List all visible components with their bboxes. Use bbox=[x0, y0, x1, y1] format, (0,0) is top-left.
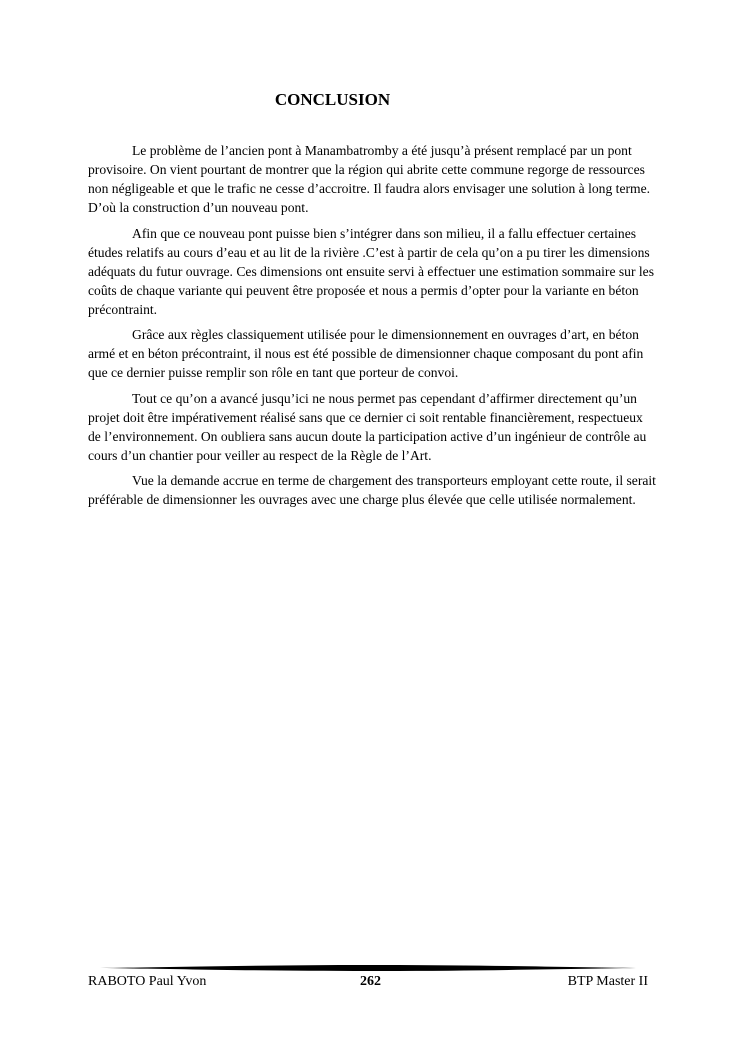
paragraph-2: Afin que ce nouveau pont puisse bien s’intégrer dans son milieu, il a fallu effectuer certaines études relatifs au cours d’eau et au lit de la rivière .C’est à partir de cela qu’on a pu tirer les dimensions adéquats du futur ouvrage. Ces dimensions ont ensuite servi à effectuer une estimation sommaire sur les coûts de chaque variante qui peuvent être proposée et nous a permis d’opter pour la variante en béton précontraint. bbox=[88, 225, 655, 317]
page-title: CONCLUSION bbox=[274, 90, 391, 109]
footer-divider bbox=[100, 964, 640, 972]
paragraph-3: Grâce aux règles classiquement utilisée pour le dimensionnement en ouvrages d’art, en béton armé et en béton précontraint, il nous est été possible de dimensionner chaque composant du pont afin que ce dernier puisse remplir son rôle en tant que porteur de convoi. bbox=[88, 327, 644, 380]
footer-page-number: 262 bbox=[360, 974, 381, 989]
conclusion-body bbox=[88, 141, 658, 516]
paragraph-5: Vue la demande accrue en terme de chargement des transporteurs employant cette route, il serait préférable de dimensionner les ouvrages avec une charge plus élevée que celle utilisée normalement. bbox=[88, 473, 656, 507]
page-footer bbox=[88, 974, 648, 994]
footer-program: BTP Master II bbox=[567, 974, 648, 989]
paragraph-4: Tout ce qu’on a avancé jusqu’ici ne nous permet pas cependant d’affirmer directement qu’un projet doit être impérativement réalisé sans que ce dernier ci soit rentable financièrement, respectueux de l’environnement. On oubliera sans aucun doute la participation active d’un ingénieur de contrôle au cours d’un chantier pour veiller au respect de la Règle de l’Art. bbox=[88, 390, 647, 463]
footer-author: RABOTO Paul Yvon bbox=[88, 974, 207, 989]
paragraph-1: Le problème de l’ancien pont à Manambatromby a été jusqu’à présent remplacé par un pont provisoire. On vient pourtant de montrer que la région qui abrite cette commune regorge de ressources non négligeable et que le trafic ne cesse d’accroitre. Il faudra alors envisager une solution à long terme. D’où la construction d’un nouveau pont. bbox=[88, 143, 651, 215]
